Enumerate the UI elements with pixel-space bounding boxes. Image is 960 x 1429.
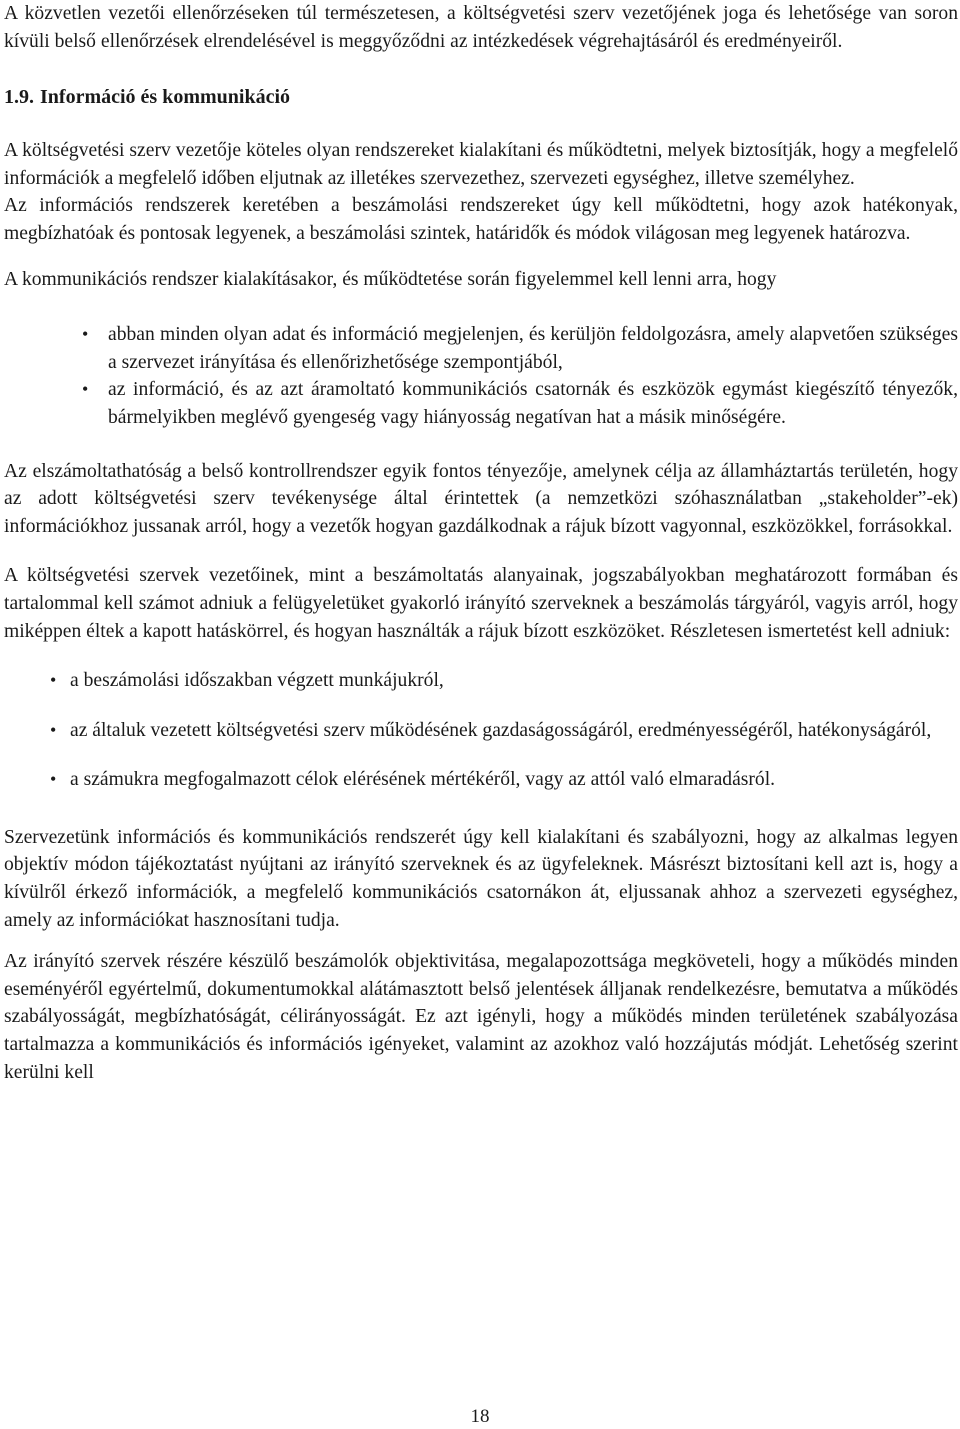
list-item: • abban minden olyan adat és információ megjelenjen, és kerüljön feldolgozásra, amely alapvetően szükséges a szervezet irányítása és ellenőrizhetősége szempontjából,	[4, 321, 958, 376]
document-page	[4, 0, 958, 1086]
section-title: Információ és kommunikáció	[40, 86, 290, 109]
paragraph-1: A költségvetési szerv vezetője köteles olyan rendszereket kialakítani és működtetni, melyek biztosítják, hogy a megfelelő információk a megfelelő időben eljutnak az illetékes szervezethez, szervezeti egységhez, illetve személyhez.	[4, 140, 958, 189]
list-item: • a számukra megfogalmazott célok elérésének mértékéről, vagy az attól való elmaradásról.	[4, 766, 958, 794]
paragraph-2: Az információs rendszerek keretében a beszámolási rendszereket úgy kell működtetni, hogy azok hatékonyak, megbízhatóak és pontosak legyenek, a beszámolási szintek, határidők és módok világosan meg legyenek határozva.	[4, 195, 958, 244]
paragraph-4: Az elszámoltathatóság a belső kontrollrendszer egyik fontos tényezője, amelynek célja az államháztartás területén, hogy az adott költségvetési szerv tevékenysége által érintettek (a nemzetközi szóhasználatban „stakeholder”-ek) információkhoz jussanak arról, hogy a vezetők hogyan gazdálkodnak a rájuk bízott vagyonnal, eszközökkel, forrásokkal.	[4, 460, 958, 537]
list-item: • az információ, és az azt áramoltató kommunikációs csatornák és eszközök egymást kiegészítő tényezők, bármelyikben meglévő gyengeség vagy hiányosság negatívan hat a másik minőségére.	[4, 376, 958, 431]
paragraph-6: Szervezetünk információs és kommunikációs rendszerét úgy kell kialakítani és szabályozni, hogy az alkalmas legyen objektív módon tájékoztatást nyújtani az irányító szerveknek és az ügyfeleknek. Másrészt biztosítani kell azt is, hogy a kívülről érkező információk, a megfelelő kommunikációs csatornákon át, eljussanak ahhoz a szervezeti egységhez, amely az információkat hasznosítani tudja.	[4, 826, 958, 931]
list-item: • a beszámolási időszakban végzett munkájukról,	[4, 667, 958, 695]
paragraph-intro: A közvetlen vezetői ellenőrzéseken túl természetesen, a költségvetési szerv vezetőjének joga és lehetősége van soron kívüli belső ellenőrzések elrendelésével is meggyőződni az intézkedések végrehajtásáról és eredményeiről.	[4, 3, 958, 52]
bullet-icon: •	[82, 324, 89, 345]
paragraph-7: Az irányító szervek részére készülő beszámolók objektivitása, megalapozottsága megköveteli, hogy a működés minden eseményéről egyértelmű, dokumentumokkal alátámasztott belső jelentések álljanak rendelkezésre, bemutatva a működés szabályosságát, megbízhatóságát, célirányosságát. Ez azt igényli, hogy a működés minden területének szabályozása tartalmazza a kommunikációs és információs igényeket, valamint az azokhoz való hozzájutás módját. Lehetőség szerint kerülni kell	[4, 951, 958, 1083]
bullet-list-1	[4, 321, 958, 431]
page-number: 18	[470, 1406, 490, 1427]
section-heading	[4, 83, 958, 111]
list-item: • az általuk vezetett költségvetési szerv működésének gazdaságosságáról, eredményességéről, hatékonyságáról,	[4, 717, 958, 745]
bullet-icon: •	[50, 769, 57, 790]
bullet-icon: •	[50, 670, 57, 691]
bullet-icon: •	[50, 719, 57, 740]
paragraph-3: A kommunikációs rendszer kialakításakor, és működtetése során figyelemmel kell lenni arra, hogy	[4, 268, 777, 290]
paragraph-5: A költségvetési szervek vezetőinek, mint a beszámoltatás alanyainak, jogszabályokban meghatározott formában és tartalommal kell számot adniuk a felügyeletüket gyakorló irányító szerveknek a beszámolás tárgyáról, vagyis arról, hogy miképpen éltek a kapott hatáskörrel, és hogyan használták a rájuk bízott eszközöket. Részletesen ismertetést kell adniuk:	[4, 565, 958, 642]
bullet-icon: •	[82, 379, 89, 400]
bullet-list-2	[4, 667, 958, 794]
section-number: 1.9.	[4, 86, 34, 109]
